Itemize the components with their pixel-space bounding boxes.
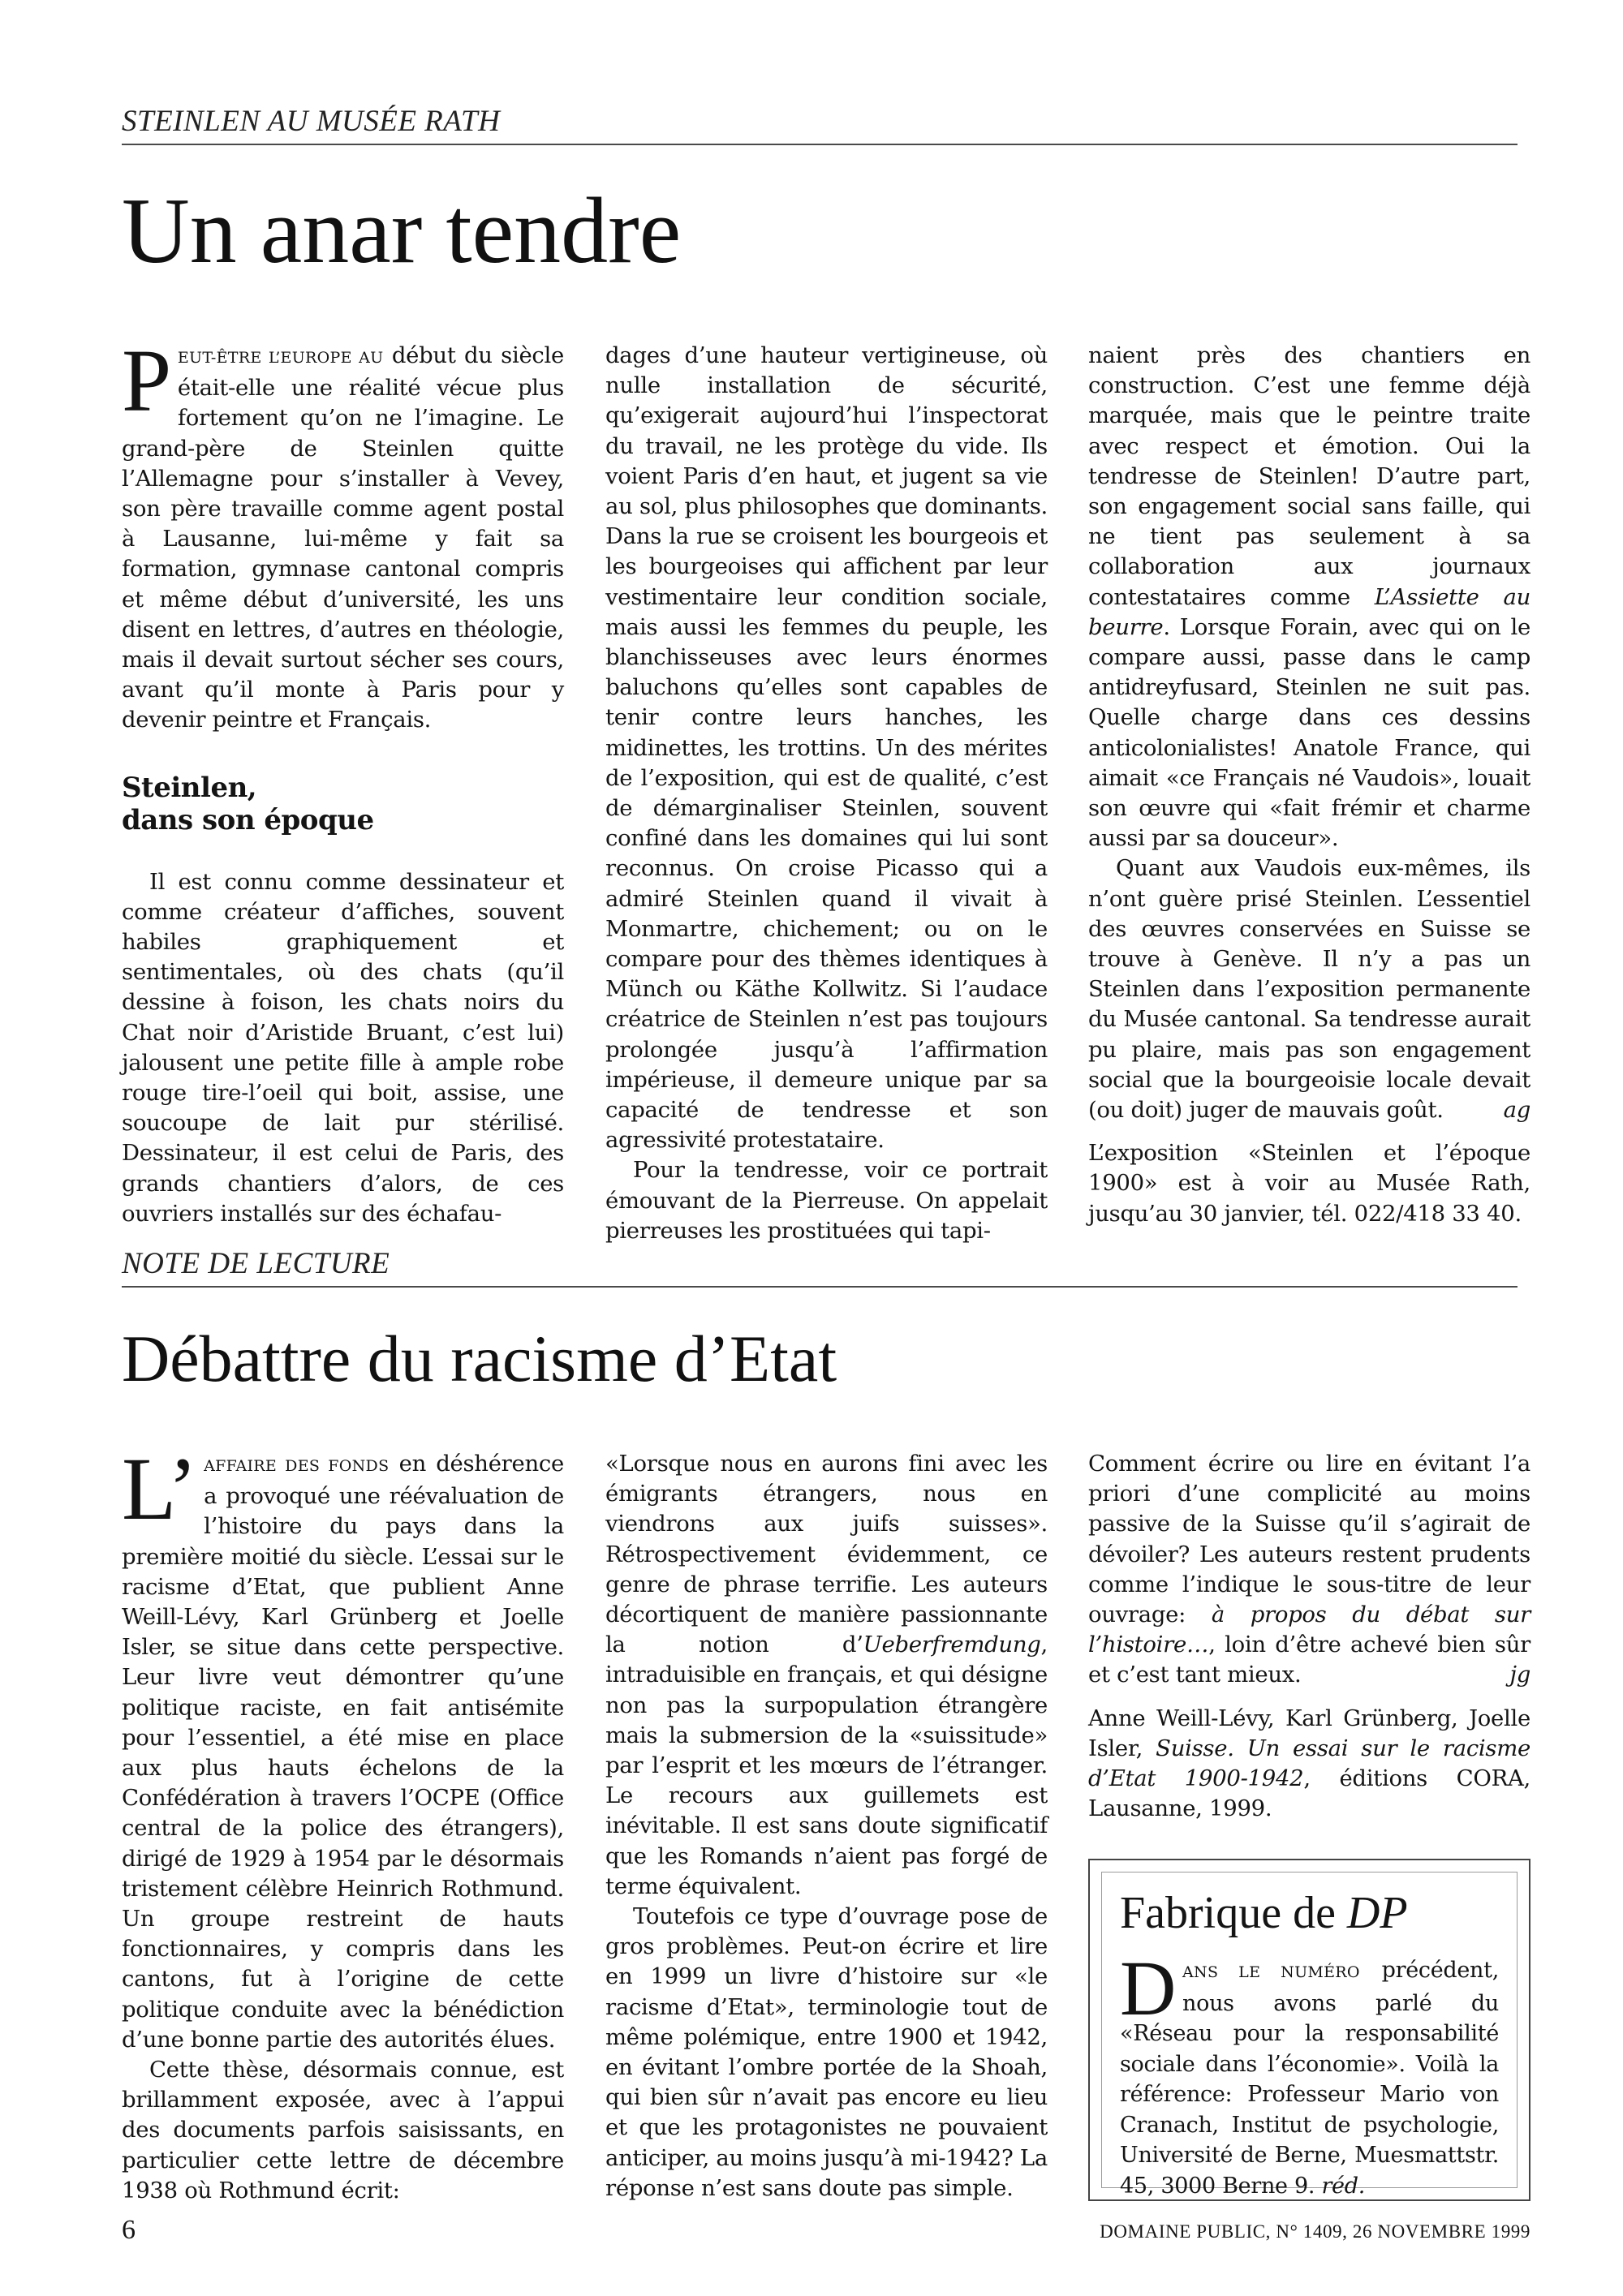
article1-col2-paragraph-2: Pour la tendresse, voir ce portrait émouvant de la Pierreuse. On appelait pierreuses les prostituées qui tapi- [605,1157,1048,1244]
article2-dropcap: L’ [122,1439,198,1538]
article1-col3-text-a: naient près des chantiers en construction. C’est une femme déjà marquée, mais que le peintre traite avec respect et émotion. Oui la tendresse de Steinlen! D’autre part, son engagement social sans faille, qui ne tient pas seulement à sa collaboration aux journaux contestataires comme [1088,342,1530,610]
article1-lead-smallcaps: EUT-ÊTRE L’EUROPE AU [177,349,384,367]
article2-col3-paragraph-1 [1088,1449,1530,1691]
article2-col1-paragraph-2: Cette thèse, désormais connue, est brillamment exposée, avec à l’appui des documents parfois saisissants, en particulier cette lettre de décembre 1938 où Rothmund écrit: [122,2057,564,2204]
journal-title-italic: L’Assiette au beurre [1088,583,1530,640]
article1-subhead [122,772,564,836]
article2-column-1 [122,1439,564,2206]
article1-col3-text-2: Quant aux Vaudois eux-mêmes, ils n’ont guère prisé Steinlen. L’essentiel des œuvres conservées en Suisse se trouve à Genève. Il n’y a pas un Steinlen dans l’exposition permanente du Musée cantonal. Sa tendresse aurait pu plaire, mais pas son engagement social que la bourgeoisie locale devait (ou doit) juger de mauvais goût. [1088,855,1530,1124]
box-lead-smallcaps: ANS LE NUMÉRO [1182,1963,1360,1981]
box-dropcap: D [1120,1945,1177,2032]
article1-col1-paragraph-2: Il est connu comme dessinateur et comme créateur d’affiches, souvent habiles graphiquement et sentimentales, où des chats (qu’il dessine à foison, les chats noirs du Chat noir d’Aristide Bruant, c’est lui) jalousent une petite fille à ample robe rouge tire-l’oeil qui boit, assise, une soucoupe de lait pur stérilisé. Dessinateur, il est celui de Paris, des grands chantiers d’alors, de ces ouvriers installés sur des échafau- [122,868,564,1227]
article1-kicker: STEINLEN AU MUSÉE RATH [122,104,1518,145]
page-number: 6 [122,2215,136,2245]
article2-col3-text-a: Comment écrire ou lire en évitant l’a priori d’une complicité au moins passive de la Suisse qu’il s’agirait de dévoiler? Les auteurs restent prudents comme l’indique le sous-titre de leur ouvrage: [1088,1451,1530,1628]
box-title-italic: DP [1346,1888,1408,1938]
article1-col2-paragraph-1: dages d’une hauteur vertigineuse, où nulle installation de sécurité, qu’exigerait aujourd’hui l’inspectorat du travail, ne les protège du vide. Ils voient Paris d’en haut, et jugent sa vie au sol, plus philosophes que dominants. Dans la rue se croisent les bourgeois et les bourgeoises qui affichent par leur vestimentaire leur condition sociale, mais aussi les femmes du peuple, les blanchisseuses avec leurs énormes baluchons qu’elles sont capables de tenir contre leurs hanches, les midinettes, les trottins. Un des mérites de l’exposition, qui est de qualité, c’est de démarginaliser Steinlen, souvent confiné dans les domaines qui lui sont reconnus. On croise Picasso qui a admiré Steinlen quand il vivait à Monmartre, chichement; ou on le compare pour des thèmes identiques à Münch ou Käthe Kollwitz. Si l’audace créatrice de Steinlen n’est pas toujours prolongée jusqu’à l’affirmation impérieuse, il demeure unique par sa capacité de tendresse et son agressivité protestataire. [605,342,1048,1154]
article1-signature: ag [1503,1097,1530,1124]
article2-kicker: NOTE DE LECTURE [122,1246,1518,1288]
article2-col2-text-a: «Lorsque nous en aurons fini avec les émigrants étrangers, nous en viendrons aux juifs suisses». Rétrospectivement évidemment, ce genre de phrase terrifie. Les auteurs décortiquent de manière passionnante la notion d’ [605,1451,1048,1658]
article1-column-1 [122,331,564,1229]
article1-col3-paragraph-1 [1088,341,1530,853]
article2-column-2 [605,1449,1048,2204]
fabrique-de-dp-box [1088,1859,1530,2201]
article2-col2-text-b: , intraduisible en français, et qui désigne non pas la surpopulation étrangère mais la submersion de la «suissitude» par l’esprit et les mœurs de l’étranger. Le recours aux guillemets est inévitable. Il est sans doute significatif que les Romands n’aient pas forgé de terme équivalent. [605,1632,1048,1899]
box-text: précédent, nous avons parlé du «Réseau pour la responsabilité sociale dans l’économie». Voilà la référence: Professeur Mario von Cranach, Institut de psychologie, Université de Berne, Muesmattstr. 45, 3000 Berne 9. [1120,1958,1499,2199]
article1-col3-text-b: . Lorsque Forain, avec qui on le compare aussi, passe dans le camp antidreyfusard, Steinlen ne suit pas. Quelle charge dans ces dessins anticolonialistes! Anatole France, qui aimait «ce Français né Vaudois», louait son œuvre qui «fait frémir et charme aussi par sa douceur». [1088,613,1530,852]
article1-dropcap: P [122,331,171,430]
article2-book-reference [1088,1704,1530,1825]
box-body [1120,1945,1499,2201]
subtitle-italic: à propos du débat sur l’histoire… [1088,1602,1530,1658]
article2-lead-paragraph [122,1439,564,2055]
article2-title: Débattre du racisme d’Etat [122,1322,837,1395]
article1-subhead-line1: Steinlen, [122,771,257,804]
box-inner-frame [1101,1872,1518,2199]
ueberfremdung-italic: Ueberfremdung [863,1632,1041,1658]
article1-column-2 [605,341,1048,1246]
article1-exhibition-info: L’exposition «Steinlen et l’époque 1900» est à voir au Musée Rath, jusqu’au 30 janvier, tél. 022/418 33 40. [1088,1140,1530,1227]
article1-col1-text: début du siècle était-elle une réalité vécue plus fortement qu’on ne l’imagine. Le grand-père de Steinlen quitte l’Allemagne pour s’installer à Vevey, son père travaille comme agent postal à Lausanne, lui-même y fait sa formation, gymnase cantonal compris et même début d’université, les uns disent en lettres, d’autres en théologie, mais il devait surtout sécher ses cours, avant qu’il monte à Paris pour y devenir peintre et Français. [122,342,564,733]
article1-col3-paragraph-2 [1088,853,1530,1125]
box-title-text: Fabrique de [1120,1888,1347,1938]
box-title [1120,1887,1499,1939]
article1-subhead-line2: dans son époque [122,803,374,836]
article2-signature: jg [1509,1662,1530,1688]
article1-column-3 [1088,341,1530,1229]
article2-col1-text: en déshérence a provoqué une réévaluation de l’histoire du pays dans la première moitié du siècle. L’essai sur le racisme d’Etat, que publient Anne Weill-Lévy, Karl Grünberg et Joelle Isler, se situe dans cette perspective. Leur livre veut démontrer qu’une politique raciste, en fait antisémite pour l’essentiel, a été mise en place aux plus hauts échelons de la Confédération à travers l’OCPE (Office central de la police des étrangers), dirigé de 1929 à 1954 par le désormais tristement célèbre Heinrich Rothmund. Un groupe restreint de hauts fonctionnaires, y compris dans les cantons, fut à l’origine de cette politique conduite avec la bénédiction d’une bonne partie des autorités élues. [122,1451,564,2053]
publication-footer: DOMAINE PUBLIC, N° 1409, 26 NOVEMBRE 1999 [1100,2221,1530,2242]
box-signature: réd. [1321,2173,1366,2199]
article2-col3-text-b: , loin d’être achevé bien sûr et c’est tant mieux. [1088,1632,1530,1688]
book-authors: Anne Weill-Lévy, Karl Grünberg, Joelle Isler, [1088,1705,1530,1761]
article2-col2-paragraph-2: Toutefois ce type d’ouvrage pose de gros problèmes. Peut-on écrire et lire en 1999 un livre d’histoire sur «le racisme d’Etat», terminologie tout de même polémique, entre 1900 et 1942, en évitant l’ombre portée de la Shoah, qui bien sûr n’avait pas encore eu lieu et que les protagonistes ne pouvaient anticiper, au moins jusqu’à mi-1942? La réponse n’est sans doute pas simple. [605,1903,1048,2201]
book-publisher: , éditions CORA, Lausanne, 1999. [1088,1765,1530,1822]
article2-col2-paragraph-1 [605,1449,1048,1902]
article2-column-3 [1088,1449,1530,1824]
article2-lead-smallcaps: AFFAIRE DES FONDS [204,1457,390,1475]
article1-title: Un anar tendre [122,179,682,283]
article1-lead-paragraph [122,331,564,736]
book-title-italic: Suisse. Un essai sur le racisme d’Etat 1900-1942 [1088,1735,1530,1792]
